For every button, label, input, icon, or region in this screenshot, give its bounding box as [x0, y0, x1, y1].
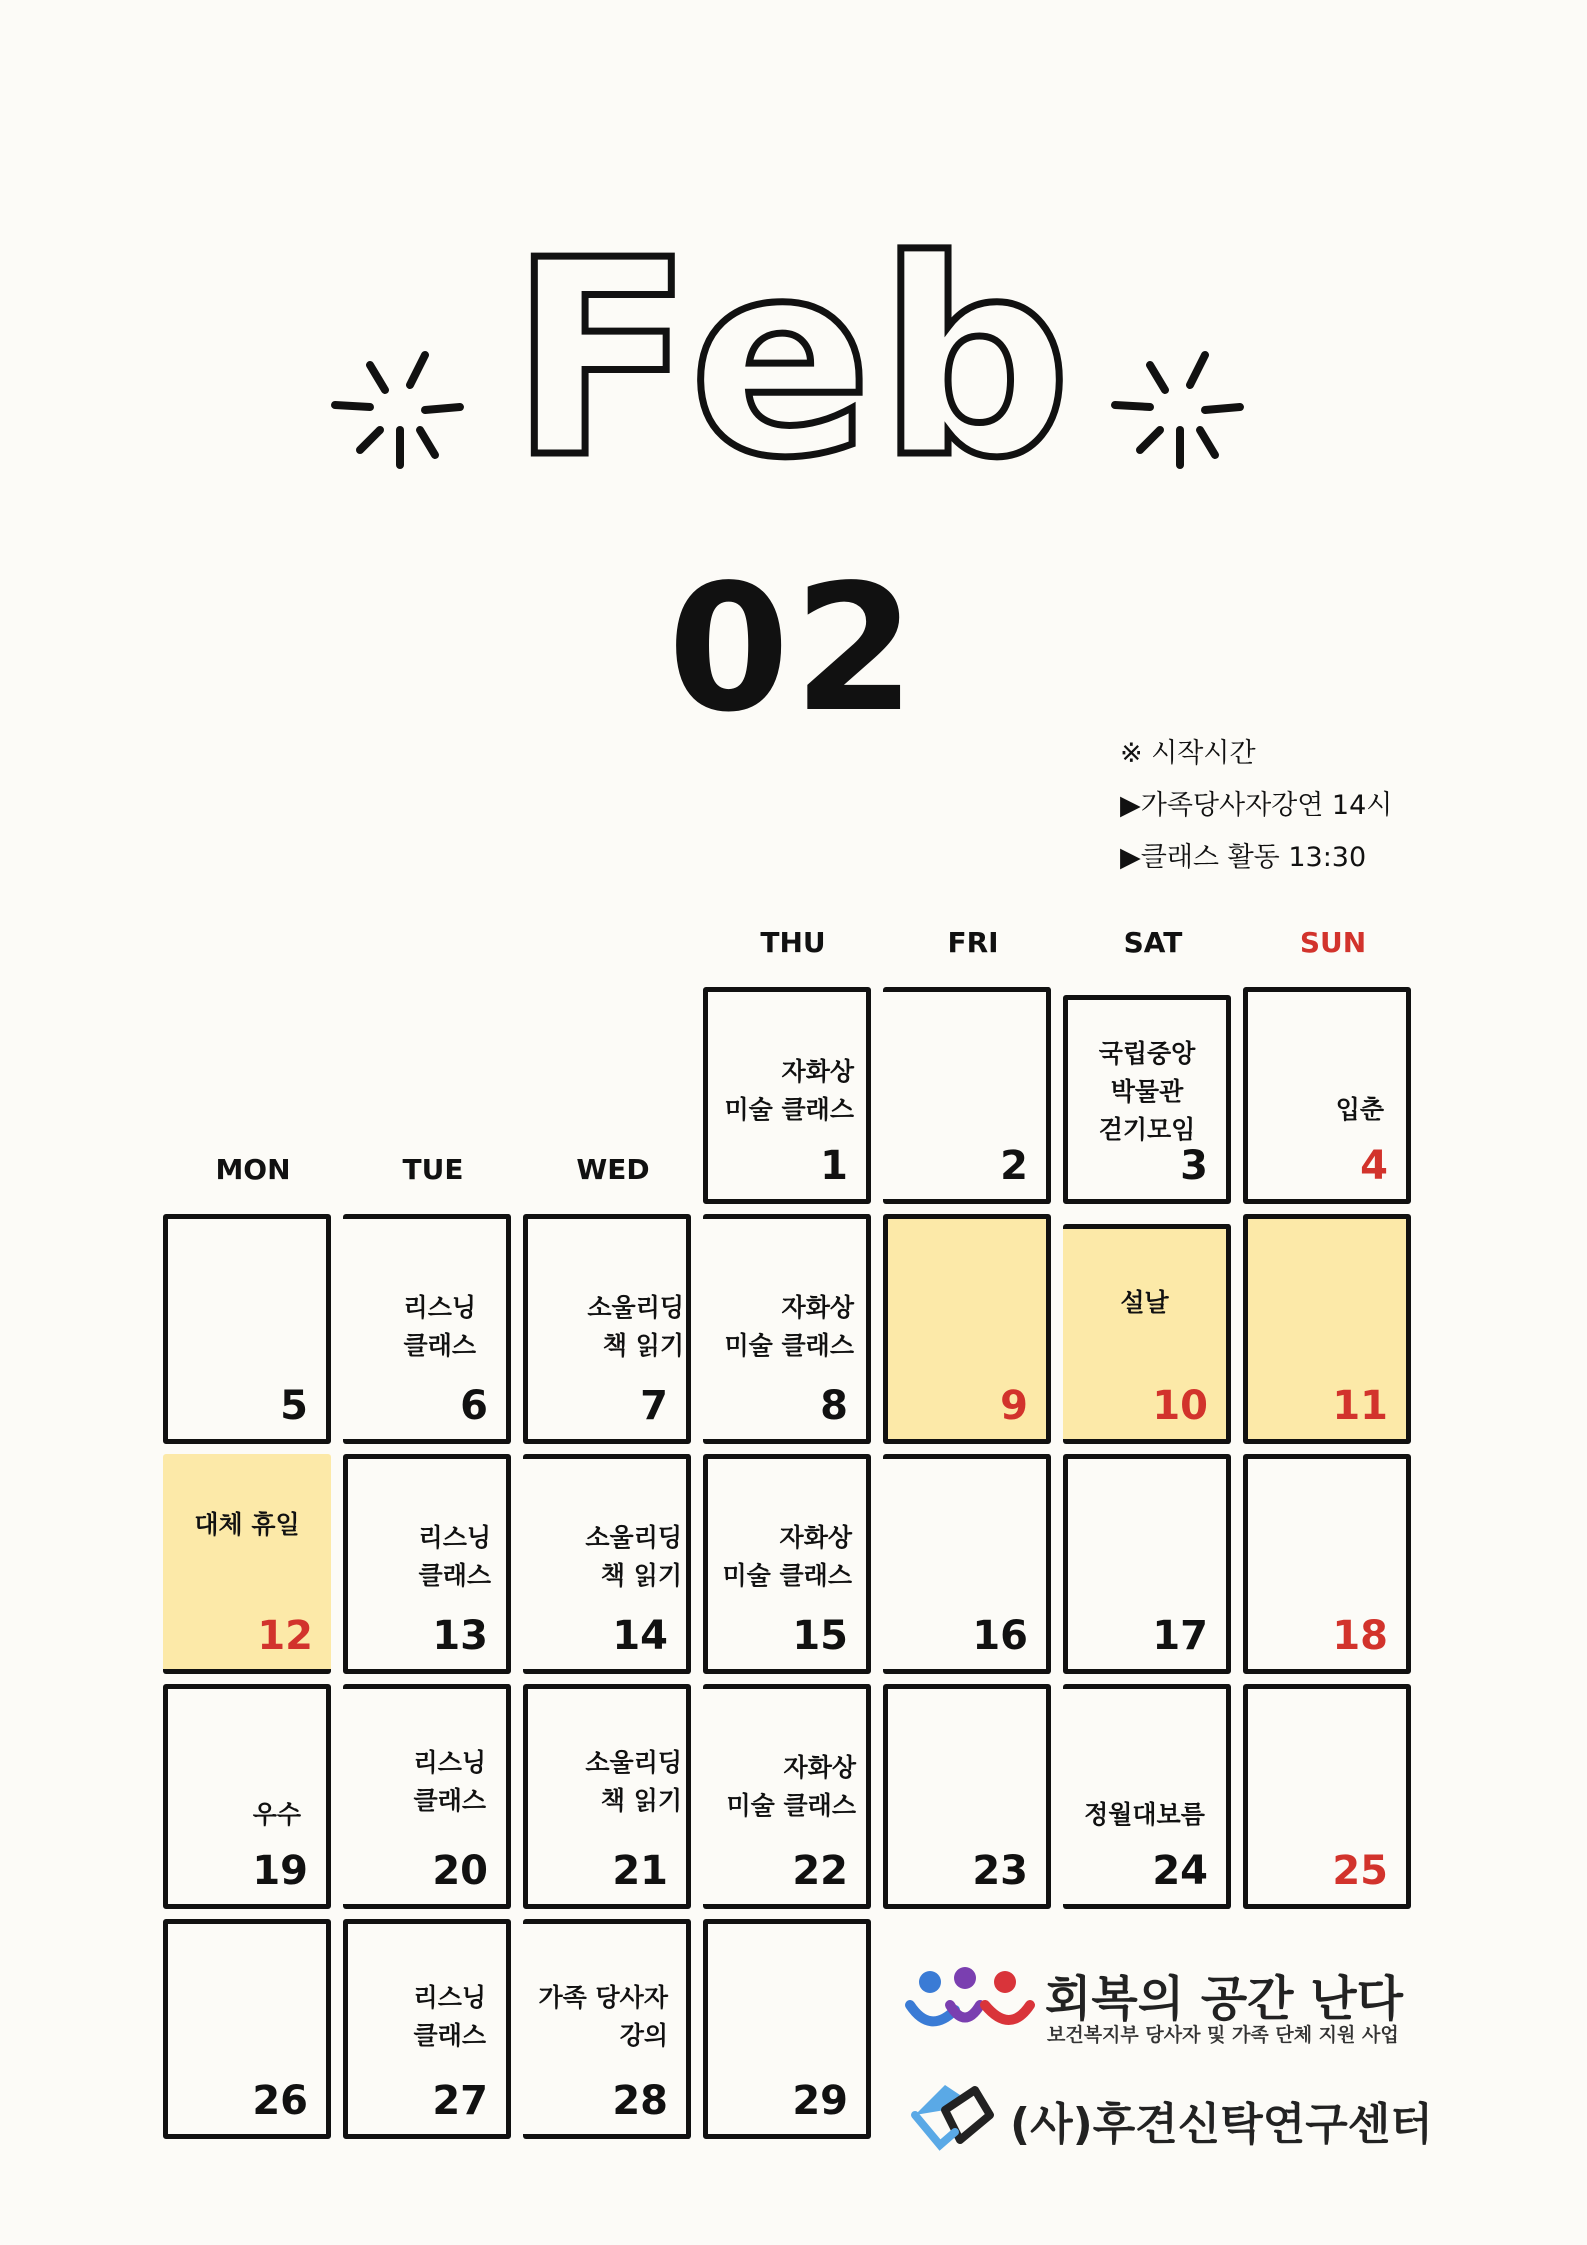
weekday-tue: TUE — [402, 1153, 464, 1186]
weekday-thu: THU — [760, 926, 826, 959]
day-cell-8[interactable] — [703, 1214, 871, 1444]
nanda-logo-subtitle: 보건복지부 당사자 및 가족 단체 지원 사업 — [1047, 2024, 1399, 2046]
day-number: 12 — [257, 1613, 313, 1659]
day-cell-27[interactable] — [343, 1919, 511, 2139]
day-number: 25 — [1332, 1848, 1388, 1894]
day-cell-4[interactable] — [1243, 987, 1411, 1204]
day-number: 23 — [972, 1848, 1028, 1894]
day-number: 8 — [820, 1383, 848, 1429]
day-number: 4 — [1360, 1143, 1388, 1189]
start-time-note — [1120, 728, 1392, 884]
nanda-logo-icon — [900, 1960, 1040, 2040]
event-label: 우수 — [252, 1800, 301, 1829]
nanda-logo-title: 회복의 공간 난다 — [1045, 1971, 1403, 2027]
day-number: 29 — [792, 2078, 848, 2124]
event-label: 가족 당사자 강의 — [538, 1983, 668, 2050]
day-cell-10[interactable] — [1063, 1224, 1231, 1444]
day-cell-7[interactable] — [523, 1214, 691, 1444]
nanda-logo — [900, 1960, 1420, 2046]
day-cell-23[interactable] — [883, 1684, 1051, 1909]
weekday-wed: WED — [576, 1153, 650, 1186]
event-label: 국립중앙 박물관 걷기모임 — [1098, 1039, 1196, 1144]
note-line: ▶클래스 활동 13:30 — [1120, 842, 1367, 873]
month-word: Feb — [509, 202, 1078, 517]
day-cell-21[interactable] — [523, 1684, 691, 1909]
day-number: 27 — [432, 2078, 488, 2124]
day-number: 1 — [820, 1143, 848, 1189]
day-number: 13 — [432, 1613, 488, 1659]
day-cell-28[interactable] — [523, 1919, 691, 2139]
day-cell-19[interactable] — [163, 1684, 331, 1909]
day-number: 22 — [792, 1848, 848, 1894]
event-label: 자화상 미술 클래스 — [724, 1057, 854, 1124]
event-label: 입춘 — [1335, 1095, 1384, 1124]
center-logo-icon — [905, 2070, 1000, 2160]
day-cell-11[interactable] — [1243, 1214, 1411, 1444]
event-label: 리스닝 클래스 — [413, 1983, 486, 2050]
sparkle-left-icon — [330, 335, 470, 475]
day-number: 17 — [1152, 1613, 1208, 1659]
day-cell-26[interactable] — [163, 1919, 331, 2139]
month-title — [0, 202, 1587, 517]
day-cell-3[interactable] — [1063, 995, 1231, 1204]
day-cell-2[interactable] — [883, 987, 1051, 1204]
day-number: 26 — [252, 2078, 308, 2124]
day-number: 20 — [432, 1848, 488, 1894]
event-label: 리스닝 클래스 — [403, 1293, 476, 1360]
event-label: 설날 — [1120, 1288, 1169, 1317]
day-number: 5 — [280, 1383, 308, 1429]
day-cell-9[interactable] — [883, 1214, 1051, 1444]
day-cell-1[interactable] — [703, 987, 871, 1204]
day-cell-29[interactable] — [703, 1919, 871, 2139]
day-cell-22[interactable] — [703, 1684, 871, 1909]
day-number: 6 — [460, 1383, 488, 1429]
sparkle-right-icon — [1110, 335, 1250, 475]
weekday-fri: FRI — [947, 926, 999, 959]
note-line: ▶가족당사자강연 14시 — [1120, 790, 1393, 821]
day-cell-16[interactable] — [883, 1454, 1051, 1674]
day-number: 2 — [1000, 1143, 1028, 1189]
day-number: 10 — [1152, 1383, 1208, 1429]
day-cell-17[interactable] — [1063, 1454, 1231, 1674]
weekday-sun: SUN — [1299, 926, 1367, 959]
day-number: 28 — [612, 2078, 668, 2124]
center-logo — [905, 2070, 1433, 2160]
event-label: 소울리딩 책 읽기 — [585, 1523, 682, 1590]
event-label: 대체 휴일 — [194, 1510, 300, 1539]
event-label: 소울리딩 책 읽기 — [587, 1293, 684, 1360]
day-number: 9 — [1000, 1383, 1028, 1429]
day-number: 3 — [1180, 1143, 1208, 1189]
day-number: 24 — [1152, 1848, 1208, 1894]
event-label: 리스닝 클래스 — [418, 1523, 491, 1590]
day-number: 14 — [612, 1613, 668, 1659]
day-cell-18[interactable] — [1243, 1454, 1411, 1674]
event-label: 리스닝 클래스 — [413, 1748, 486, 1815]
center-logo-title: (사)후견신탁연구센터 — [1010, 2099, 1433, 2150]
day-number: 19 — [252, 1848, 308, 1894]
day-cell-25[interactable] — [1243, 1684, 1411, 1909]
day-cell-13[interactable] — [343, 1454, 511, 1674]
day-cell-12[interactable] — [163, 1454, 331, 1674]
event-label: 자화상 미술 클래스 — [722, 1523, 852, 1590]
day-cell-15[interactable] — [703, 1454, 871, 1674]
weekday-mon: MON — [215, 1153, 291, 1186]
day-cell-24[interactable] — [1063, 1684, 1231, 1909]
day-number: 18 — [1332, 1613, 1388, 1659]
event-label: 자화상 미술 클래스 — [726, 1753, 856, 1820]
day-cell-6[interactable] — [343, 1214, 511, 1444]
event-label: 소울리딩 책 읽기 — [585, 1748, 682, 1815]
day-number: 16 — [972, 1613, 1028, 1659]
note-heading: ※ 시작시간 — [1120, 738, 1256, 769]
day-number: 15 — [792, 1613, 848, 1659]
day-number: 21 — [612, 1848, 668, 1894]
day-cell-14[interactable] — [523, 1454, 691, 1674]
day-number: 11 — [1332, 1383, 1388, 1429]
event-label: 자화상 미술 클래스 — [724, 1293, 854, 1360]
day-cell-5[interactable] — [163, 1214, 331, 1444]
month-number: 02 — [667, 548, 920, 751]
day-cell-20[interactable] — [343, 1684, 511, 1909]
event-label: 정월대보름 — [1084, 1800, 1205, 1829]
weekday-sat: SAT — [1123, 926, 1183, 959]
day-number: 7 — [640, 1383, 668, 1429]
